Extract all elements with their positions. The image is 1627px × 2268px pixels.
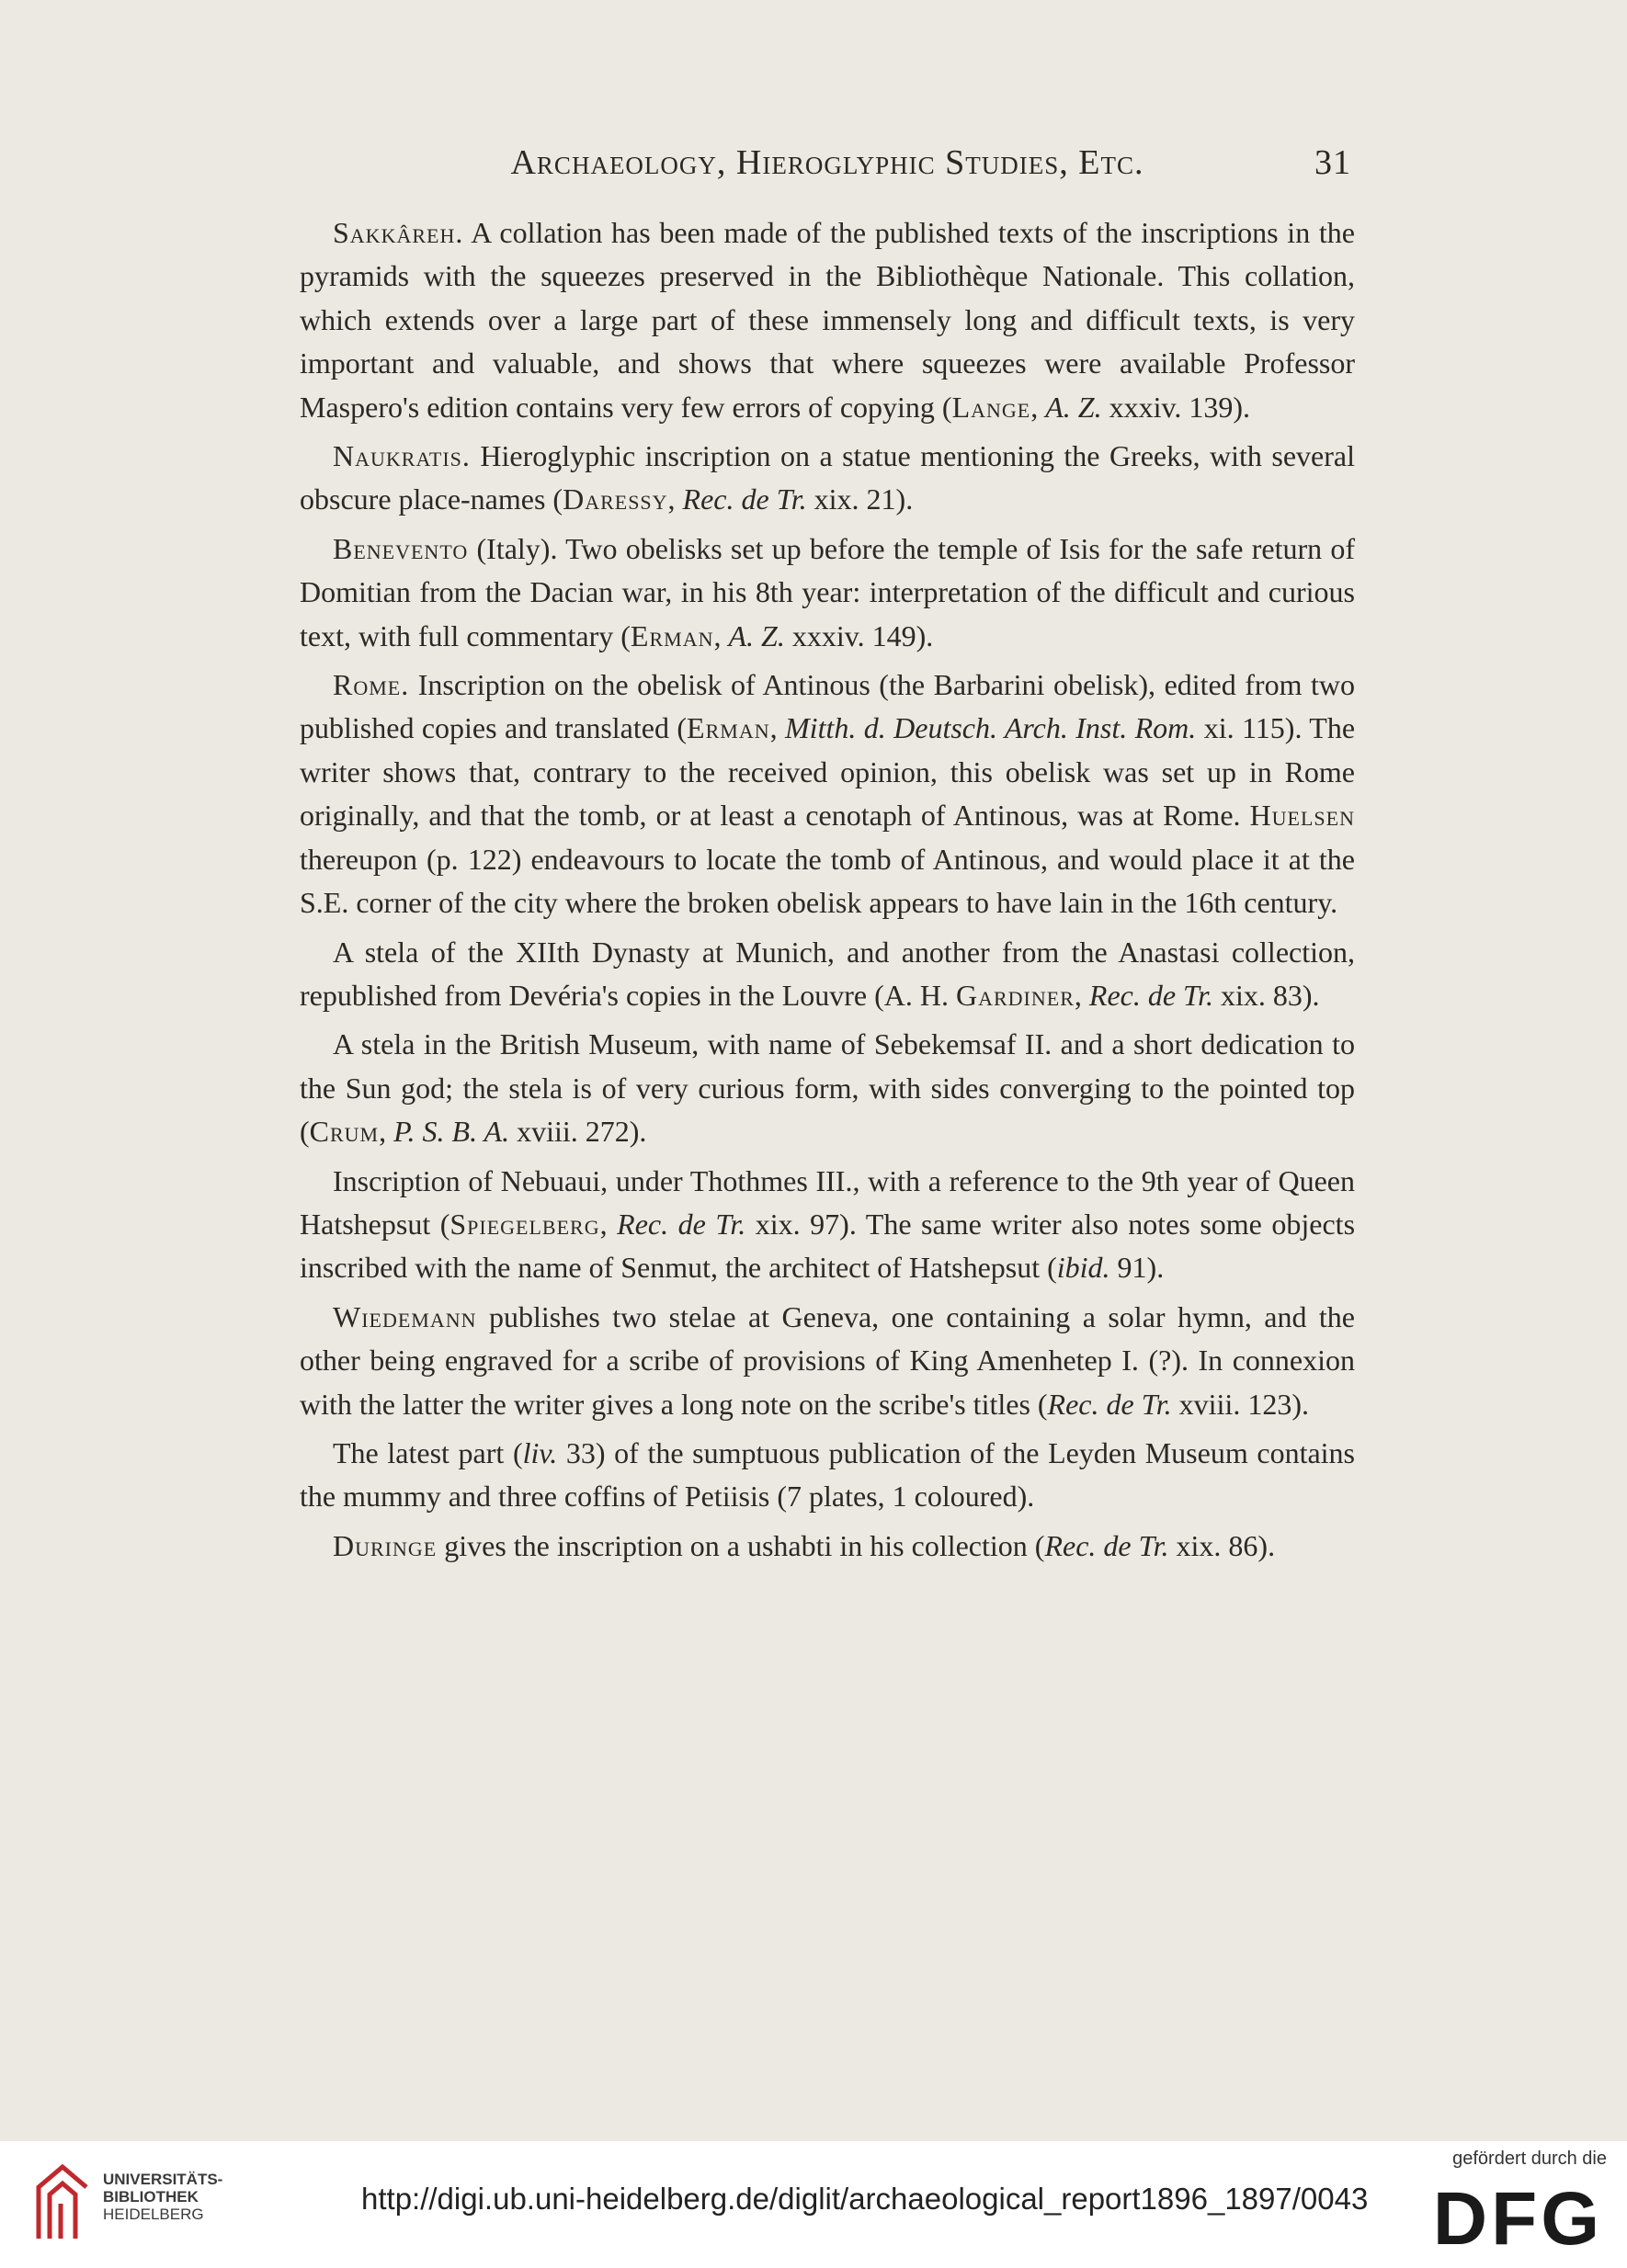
author-name: Spiegelberg [449,1207,600,1241]
paragraph-nebuaui: Inscription of Nebuaui, under Thothmes III., with a reference to the 9th year of Queen Hatshepsut (Spiegelberg, Rec. de Tr. xix. 97). The same writer also notes some objects inscribed with the name of Senmut, the architect of Hatshepsut (ibid. 91). [300,1163,1356,1285]
journal-ref: liv. [522,1435,558,1469]
page-number: 31 [1314,143,1351,182]
entry-heading: Wiedemann [333,1299,477,1333]
running-title: Archaeology, Hieroglyphic Studies, Etc. [510,143,1144,182]
funding-note: gefördert durch die [1452,2149,1607,2169]
dfg-logo: DFG [1432,2177,1603,2261]
author-name: Daressy [563,482,668,516]
paragraph-wiedemann: Wiedemann publishes two stelae at Geneva, one containing a solar hymn, and the other being engraved for a scribe of provisions of King Amenhetep I. (?). In connexion with the latter the writer gives a long note on the scribe's titles (Rec. de Tr. xviii. 123). [300,1299,1355,1421]
permalink-url[interactable]: http://digi.ub.uni-heidelberg.de/diglit/archaeological_report1896_1897/0043 [361,2182,1369,2216]
author-name: Huelsen [1249,799,1355,833]
journal-ref: Mitth. d. Deutsch. Arch. Inst. Rom. [785,711,1197,745]
author-name: Crum [309,1115,380,1149]
paragraph-duringe: Duringe gives the inscription on a ushabti in his collection (Rec. de Tr. xix. 86). [333,1528,1276,1562]
paragraph-naukratis: Naukratis. Hieroglyphic inscription on a statue mentioning the Greeks, with several obscure place-names (Daressy, Rec. de Tr. xix. 21). [300,439,1355,516]
entry-heading: Rome. [333,668,410,702]
paragraph-leyden-museum: The latest part (liv. 33) of the sumptuous publication of the Leyden Museum contains the mummy and three coffins of Petiisis (7 plates, 1 coloured). [300,1435,1356,1514]
author-name: Gardiner [956,978,1075,1012]
entry-heading: Benevento [333,531,469,565]
journal-ref: Rec. de Tr. [1088,978,1213,1012]
paragraph-munich-stela: A stela of the XIIth Dynasty at Munich, and another from the Anastasi collection, republished from Devéria's copies in the Louvre (A. H. Gardiner, Rec. de Tr. xix. 83). [300,935,1355,1012]
journal-ref: Rec. de Tr. [1047,1387,1172,1421]
journal-ref: Rec. de Tr. [1044,1528,1169,1562]
library-name: UNIVERSITÄTS- BIBLIOTHEK HEIDELBERG [103,2171,223,2223]
journal-ref: A. Z. [728,618,785,652]
journal-ref: A. Z. [1045,390,1102,424]
entry-heading: Naukratis. [333,439,471,473]
paragraph-benevento: Benevento (Italy). Two obelisks set up before the temple of Isis for the safe return of Domitian from the Dacian war, in his 8th year: interpretation of the difficult and curious text, with full commentary (Erman, A. Z. xxxiv. 149). [300,531,1355,652]
body-text [300,211,1355,1573]
paragraph-british-museum-stela: A stela in the British Museum, with name of Sebekemsaf II. and a short dedication to the Sun god; the stela is of very curious form, with sides converging to the pointed top (Crum, P. S. B. A. xviii. 272). [300,1027,1355,1149]
journal-ref: Rec. de Tr. [617,1207,746,1241]
author-name: Erman [630,618,714,652]
digitization-footer [0,2141,1627,2268]
paragraph-rome: Rome. Inscription on the obelisk of Antinous (the Barbarini obelisk), edited from two published copies and translated (Erman, Mitth. d. Deutsch. Arch. Inst. Rom. xi. 115). The writer shows that, contrary to the received opinion, this obelisk was set up in Rome originally, and that the tomb, or at least a cenotaph of Antinous, was at Rome. Huelsen thereupon (p. 122) endeavours to locate the tomb of Antinous, and would place it at the S.E. corner of the city where the broken obelisk appears to have lain in the 16th century. [300,668,1356,920]
journal-ref: Rec. de Tr. [682,482,807,516]
author-name: Erman [687,711,770,745]
entry-heading: Sakkâreh. [333,216,464,249]
university-library-logo-icon [33,2161,92,2244]
entry-heading: Duringe [333,1528,438,1562]
author-name: Lange [951,390,1031,424]
journal-ref: ibid. [1056,1251,1110,1285]
paragraph-sakkareh: Sakkâreh. A collation has been made of the published texts of the inscriptions in the pyramids with the squeezes preserved in the Bibliothèque Nationale. This collation, which extends over a large part of these immensely long and difficult texts, is very important and valuable, and shows that where squeezes were available Professor Maspero's edition contains very few errors of copying (Lange, A. Z. xxxiv. 139). [300,216,1355,424]
journal-ref: P. S. B. A. [393,1115,510,1149]
